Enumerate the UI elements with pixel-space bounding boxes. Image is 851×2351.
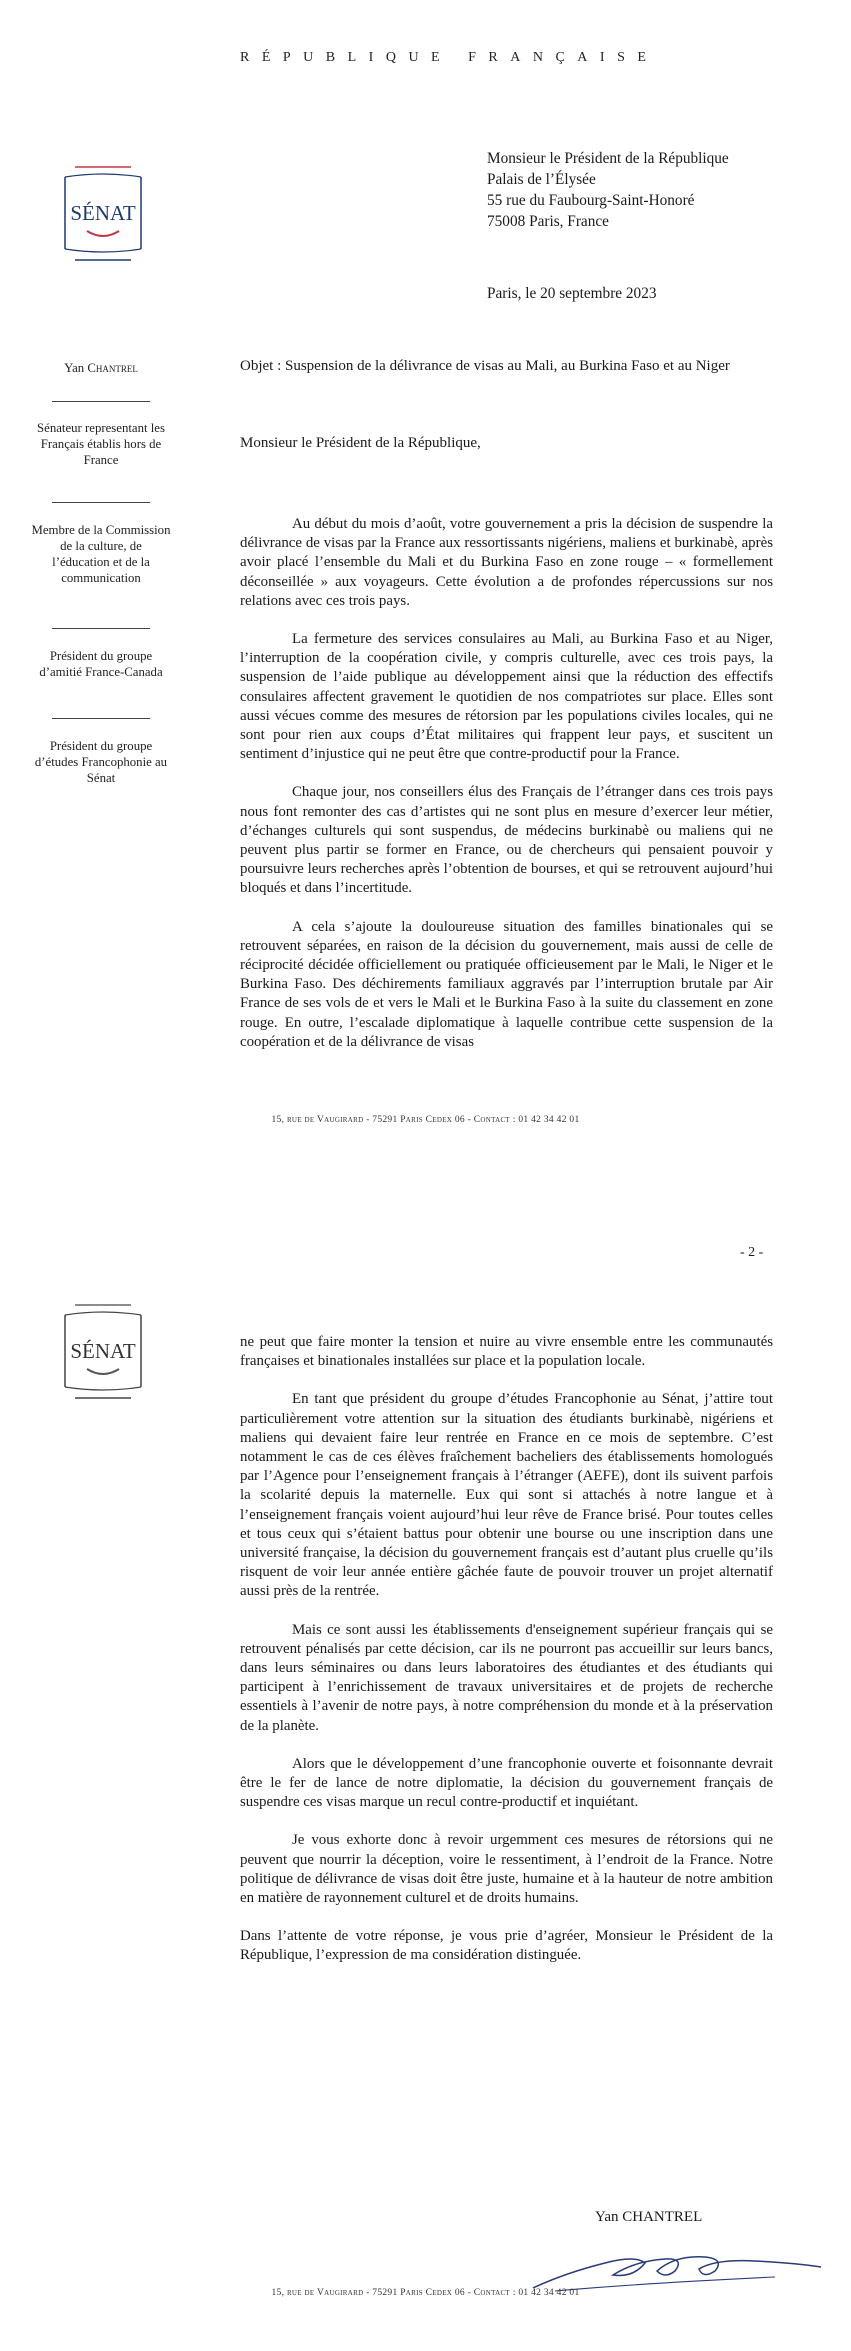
paragraph-4-continued: ne peut que faire monter la tension et nuire au vivre ensemble entre les communautés françaises et binationales installées sur place et la population locale. bbox=[240, 1334, 773, 1370]
recipient-line-1: Monsieur le Président de la République bbox=[487, 150, 729, 167]
sender-last-name: Chantrel bbox=[87, 361, 138, 375]
sidebar-role-groupe-etudes: Président du groupe d’études Francophonie au Sénat bbox=[34, 739, 168, 785]
letter-date: Paris, le 20 septembre 2023 bbox=[487, 285, 657, 302]
republique-francaise-header: RÉPUBLIQUE FRANÇAISE bbox=[240, 50, 659, 65]
page-2-footer: 15, rue de Vaugirard - 75291 Paris Cedex 06 - Contact : 01 42 34 42 01 bbox=[271, 2288, 580, 2298]
page-number: - 2 - bbox=[740, 1245, 764, 1260]
sender-first-name: Yan bbox=[64, 361, 85, 375]
sidebar-role-commission: Membre de la Commission de la culture, de l’éducation et de la communication bbox=[31, 523, 171, 585]
letter-subject: Objet : Suspension de la délivrance de visas au Mali, au Burkina Faso et au Niger bbox=[240, 358, 730, 374]
letter-page-2 bbox=[0, 1178, 851, 2351]
sidebar-divider bbox=[52, 401, 150, 402]
sidebar-role-groupe-amitie: Président du groupe d’amitié France-Canada bbox=[39, 649, 163, 679]
recipient-line-2: Palais de l’Élysée bbox=[487, 171, 596, 188]
recipient-line-3: 55 rue du Faubourg-Saint-Honoré bbox=[487, 192, 695, 209]
paragraph-4: A cela s’ajoute la douloureuse situation des familles binationales qui se retrouvent séparées, en raison de la décision du gouvernement, mais aussi de celle de réciprocité décidée officiellement ou pratiquée officieusement par le Mali, le Niger et le Burkina Faso. Des déchirements familiaux aggravés par l’interruption brutale par Air France de ses vols de et vers le Mali et le Burkina Faso à la suite du classement en zone rouge. En outre, l’escalade diplomatique à laquelle contribue cette suspension de la coopération et de la délivrance de visas bbox=[240, 918, 773, 1050]
sender-name bbox=[30, 360, 172, 376]
letter-body-page-2 bbox=[240, 1333, 773, 1985]
paragraph-3: Chaque jour, nos conseillers élus des Français de l’étranger dans ces trois pays nous font remonter des cas d’artistes qui ne sont plus en mesure d’exercer leur métier, d’échanges culturels qui sont suspendus, de médecins burkinabè ou maliens qui ne peuvent plus partir se former en France, ou de chercheurs qui pensaient pouvoir y poursuivre leurs recherches après l’obtention de bourses, et qui se retrouvent aujourd’hui bloqués et dans l’incertitude. bbox=[240, 784, 773, 897]
sidebar-divider bbox=[52, 502, 150, 503]
page-1-footer: 15, rue de Vaugirard - 75291 Paris Cedex 06 - Contact : 01 42 34 42 01 bbox=[271, 1115, 580, 1125]
sidebar-divider bbox=[52, 628, 150, 629]
sidebar-role-senateur: Sénateur representant les Français établis hors de France bbox=[37, 421, 165, 467]
logo-text: SÉNAT bbox=[70, 201, 136, 225]
senat-logo bbox=[55, 1301, 151, 1401]
letter-salutation: Monsieur le Président de la République, bbox=[240, 435, 481, 451]
recipient-line-4: 75008 Paris, France bbox=[487, 213, 609, 230]
paragraph-5: En tant que président du groupe d’études Francophonie au Sénat, j’attire tout particulièrement votre attention sur la situation des étudiants burkinabè, nigériens et maliens qui devaient faire leur rentrée en France en ce mois de septembre. C’est notamment le cas de ces élèves fraîchement bacheliers des établissements homologués par l’Agence pour l’enseignement français à l’étranger (AEFE), dont ils suivent parfois la scolarité depuis la maternelle. Eux qui sont si attachés à notre langue et à l’enseignement français voient aujourd’hui leur rêve de France brisé. Pour toutes celles et tous ceux qui s’étaient battus pour obtenir une bourse ou une inscription dans une université française, la décision du gouvernement français est d’autant plus cruelle qu’ils risquent de voir leur année entière gâchée faute de pouvoir trouver un projet alternatif aussi près de la rentrée. bbox=[240, 1391, 773, 1600]
letter-body-page-1 bbox=[240, 515, 773, 1071]
senat-logo bbox=[55, 163, 151, 263]
signer-name: Yan CHANTREL bbox=[595, 2209, 703, 2225]
sidebar-divider bbox=[52, 718, 150, 719]
senat-logo-icon bbox=[55, 163, 151, 263]
paragraph-7: Alors que le développement d’une francophonie ouverte et foisonnante devrait être le fer de lance de notre diplomatie, la décision du gouvernement français de suspendre ces visas marque un recul contre-productif et inquiétant. bbox=[240, 1755, 773, 1811]
recipient-address bbox=[487, 148, 729, 232]
senat-logo-icon bbox=[55, 1301, 151, 1401]
paragraph-1: Au début du mois d’août, votre gouvernement a pris la décision de suspendre la délivrance de visas par la France aux ressortissants nigériens, maliens et burkinabè, après avoir placé l’ensemble du Mali et du Burkina Faso en zone rouge – « formellement déconseillée » aux voyageurs. Cette évolution a de profondes répercussions sur nos relations avec ces trois pays. bbox=[240, 516, 773, 609]
logo-text: SÉNAT bbox=[70, 1339, 136, 1363]
paragraph-8: Je vous exhorte donc à revoir urgemment ces mesures de rétorsions qui ne peuvent que nourrir la déception, voire le ressentiment, à l’endroit de la France. Notre politique de délivrance de visas doit être juste, humaine et à la hauteur de notre ambition en matière de rayonnement culturel et de droits humains. bbox=[240, 1832, 773, 1907]
paragraph-6: Mais ce sont aussi les établissements d'enseignement supérieur français qui se retrouvent pénalisés par cette décision, car ils ne pourront pas accueillir sur leurs bancs, dans leurs séminaires ou dans leurs laboratoires des étudiantes et des étudiants qui participent à l’enrichissement de travaux universitaires et de projets de recherche essentiels à l’avenir de notre pays, à notre compréhension du monde et à la préservation de la planète. bbox=[240, 1621, 773, 1734]
closing-formula: Dans l’attente de votre réponse, je vous prie d’agréer, Monsieur le Président de la République, l’expression de ma considération distinguée. bbox=[240, 1928, 773, 1964]
paragraph-2: La fermeture des services consulaires au Mali, au Burkina Faso et au Niger, l’interruption de la coopération civile, y compris culturelle, avec ces trois pays, la suspension de l’aide publique au développement ainsi que la réduction des effectifs consulaires affectent gravement le quotidien de nos compatriotes sur place. Elles sont aussi vécues comme des mesures de rétorsion par les populations civiles locales, qui ne sont pour rien aux coups d’État militaires qui frappent leur pays, et suscitent un sentiment d’injustice qui ne peut être que contre-productif pour la France. bbox=[240, 631, 773, 763]
